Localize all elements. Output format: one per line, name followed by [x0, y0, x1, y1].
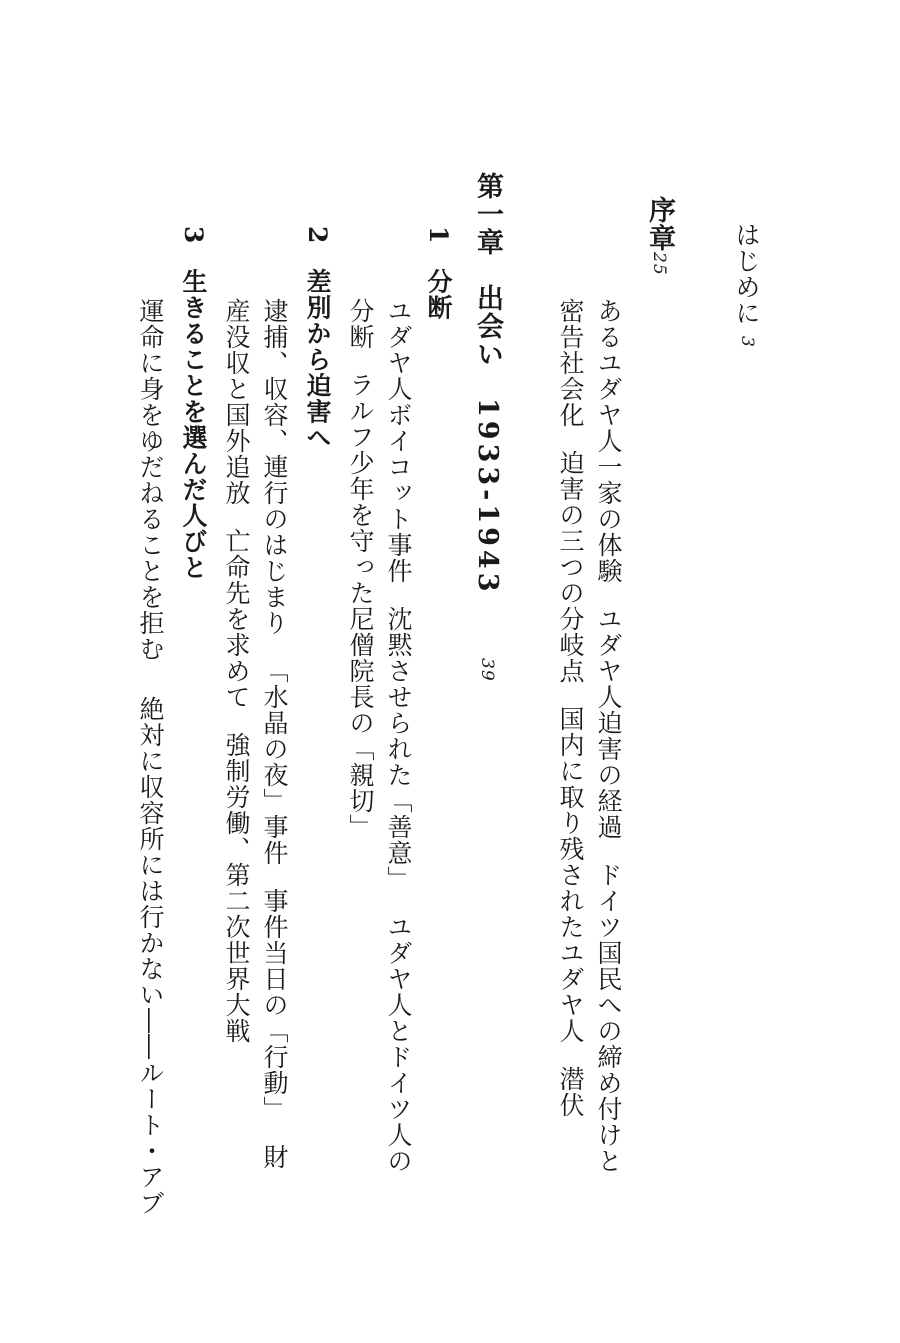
section-3-summary-line-1 — [138, 298, 163, 1216]
section-topic: 事件当日の「行動」 — [260, 888, 289, 1122]
section-topic: 沈黙させられた「善意」 — [384, 606, 413, 892]
section-2-summary-line-2 — [224, 298, 249, 1044]
prologue-page-number: 25 — [649, 252, 669, 276]
intro-page-number: 3 — [737, 336, 757, 348]
prologue-title: 序章 — [644, 196, 675, 252]
toc-entry-intro — [734, 222, 759, 326]
section-1-summary-line-2 — [348, 298, 373, 840]
section-1-summary-line-1 — [386, 298, 411, 1174]
section-topic: 亡命先を求めて — [222, 528, 251, 710]
prologue-topic: ユダヤ人迫害の経過 — [594, 606, 623, 840]
prologue-topic: 潜伏 — [556, 1066, 585, 1118]
section-topic: ユダヤ人ボイコット事件 — [384, 298, 413, 584]
section-topic: 産没収と国外追放 — [222, 298, 251, 506]
prologue-topic: 密告社会化 — [556, 298, 585, 428]
chapter-1-years: 1933-1943 — [472, 398, 503, 596]
chapter-1-heading — [474, 172, 501, 596]
section-number: 2 — [303, 226, 332, 245]
section-topic: 財 — [260, 1144, 289, 1170]
prologue-topic: 国内に取り残されたユダヤ人 — [556, 706, 585, 1044]
prologue-topic: あるユダヤ人一家の体験 — [594, 298, 623, 584]
section-2-heading — [305, 226, 330, 450]
section-title: 差別から迫害へ — [303, 268, 332, 451]
prologue-topic: ドイツ国民への締め付けと — [594, 862, 623, 1174]
prologue-summary-line-2 — [558, 298, 583, 1118]
section-3-heading — [181, 226, 206, 580]
section-topic: 強制労働、第二次世界大戦 — [222, 732, 251, 1044]
section-topic: 逮捕、収容、連行のはじまり — [260, 298, 289, 636]
section-number: 1 — [424, 226, 453, 245]
section-topic: ユダヤ人とドイツ人の — [384, 914, 413, 1174]
section-2-summary-line-1 — [262, 298, 287, 1170]
prologue-topic: 迫害の三つの分岐点 — [556, 450, 585, 684]
section-number: 3 — [179, 226, 208, 245]
chapter-1-title: 第一章 出会い — [472, 172, 503, 368]
section-topic: 運命に身をゆだねることを拒む — [136, 298, 165, 662]
section-topic: 分断 — [346, 298, 375, 350]
section-1-heading — [426, 226, 451, 320]
section-topic: 絶対に収容所には行かない――ルート・アブ — [136, 696, 165, 1216]
prologue-summary-line-1 — [596, 298, 621, 1174]
section-title: 分断 — [424, 268, 453, 321]
section-topic: 「水晶の夜」事件 — [260, 658, 289, 866]
intro-title: はじめに — [732, 222, 761, 326]
section-topic: ラルフ少年を守った尼僧院長の「親切」 — [346, 372, 375, 840]
section-title: 生きることを選んだ人びと — [179, 268, 208, 581]
chapter-1-page-number: 39 — [477, 658, 497, 682]
